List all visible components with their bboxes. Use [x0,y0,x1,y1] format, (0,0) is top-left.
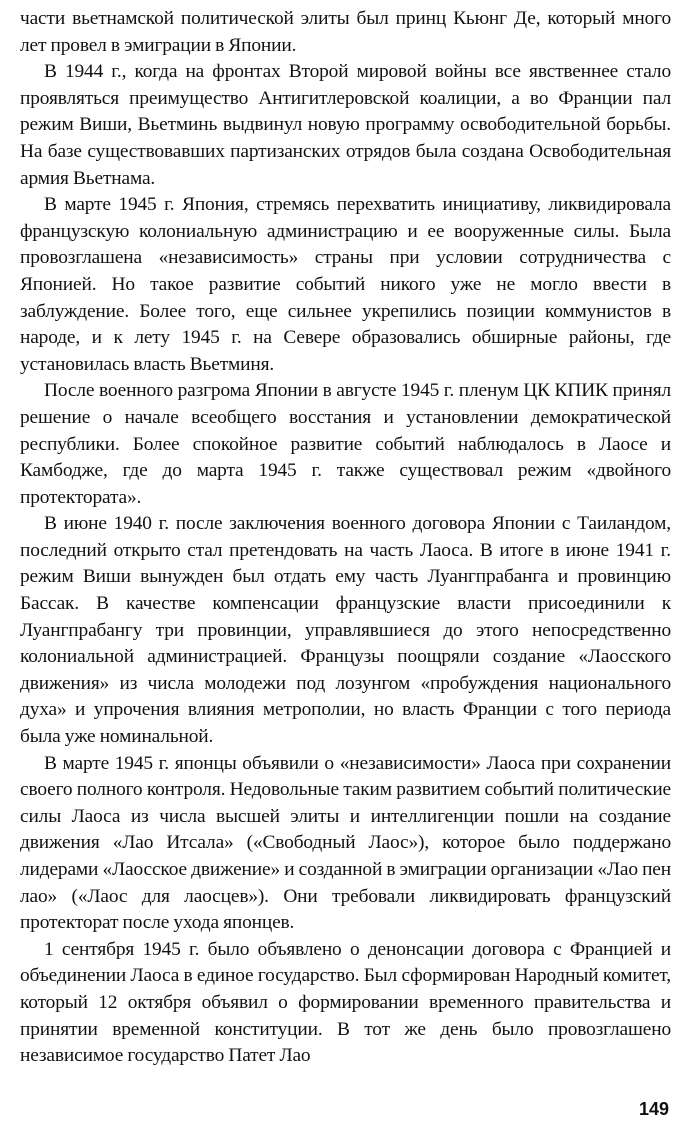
paragraph-5: В июне 1940 г. после заключения военного договора Японии с Таиландом, последний открыто стал претендовать на часть Лаоса. В итоге в июне 1941 г. режим Виши вынужден был отдать ему часть Луангпрабанга и провинцию Бассак. В качестве компенсации французские власти присоединили к Луангпрабангу три провинции, управлявшиеся до этого непосредственно колониальной администрацией. Французы поощряли создание «Лаосского движения» из числа молодежи под лозунгом «пробуждения национального духа» и упрочения влияния метрополии, но власть Франции с того периода была уже номинальной. [20,513,671,748]
paragraph-2: В 1944 г., когда на фронтах Второй мировой войны все явственнее стало проявляться преимущество Антигитлеровской коалиции, а во Франции пал режим Виши, Вьетминь выдвинул новую программу освободительной борьбы. На базе существовавших партизанских отрядов была создана Освободительная армия Вьетнама. [20,61,671,189]
paragraph-6: В марте 1945 г. японцы объявили о «независимости» Лаоса при сохранении своего полного контроля. Недовольные таким развитием событий политические силы Лаоса из числа высшей элиты и интеллигенции пошли на создание движения «Лао Итсала» («Свободный Лаос»), которое было поддержано лидерами «Лаосское движение» и созданной в эмиграции организации «Лао пен лао» («Лаос для лаосцев»). Они требовали ликвидировать французский протекторат после ухода японцев. [20,752,671,934]
page-number: 149 [638,1099,669,1119]
paragraph-3: В марте 1945 г. Япония, стремясь перехватить инициативу, ликвидировала французскую колониальную администрацию и ее вооруженные силы. Была провозглашена «независимость» страны при условии сотрудничества с Японией. Но такое развитие событий никого уже не могло ввести в заблуждение. Более того, еще сильнее укрепились позиции коммунистов в народе, и к лету 1945 г. на Севере образовались обширные районы, где установилась власть Вьетминя. [20,194,671,375]
paragraph-7: 1 сентября 1945 г. было объявлено о денонсации договора с Францией и объединении Лаоса в единое государство. Был сформирован Народный комитет, который 12 октября объявил о формировании временного правительства и принятии временной конституции. В тот же день было провозглашено независимое государство Патет Лао [20,938,671,1067]
paragraph-1: части вьетнамской политической элиты был принц Кьюнг Де, который много лет провел в эмиграции в Японии. [20,8,671,56]
page-body-text [20,6,671,1070]
paragraph-4: После военного разгрома Японии в августе 1945 г. пленум ЦК КПИК принял решение о начале всеобщего восстания и установлении демократической республики. Более спокойное развитие событий наблюдалось в Лаосе и Камбодже, где до марта 1945 г. также существовал режим «двойного протектората». [20,380,671,508]
